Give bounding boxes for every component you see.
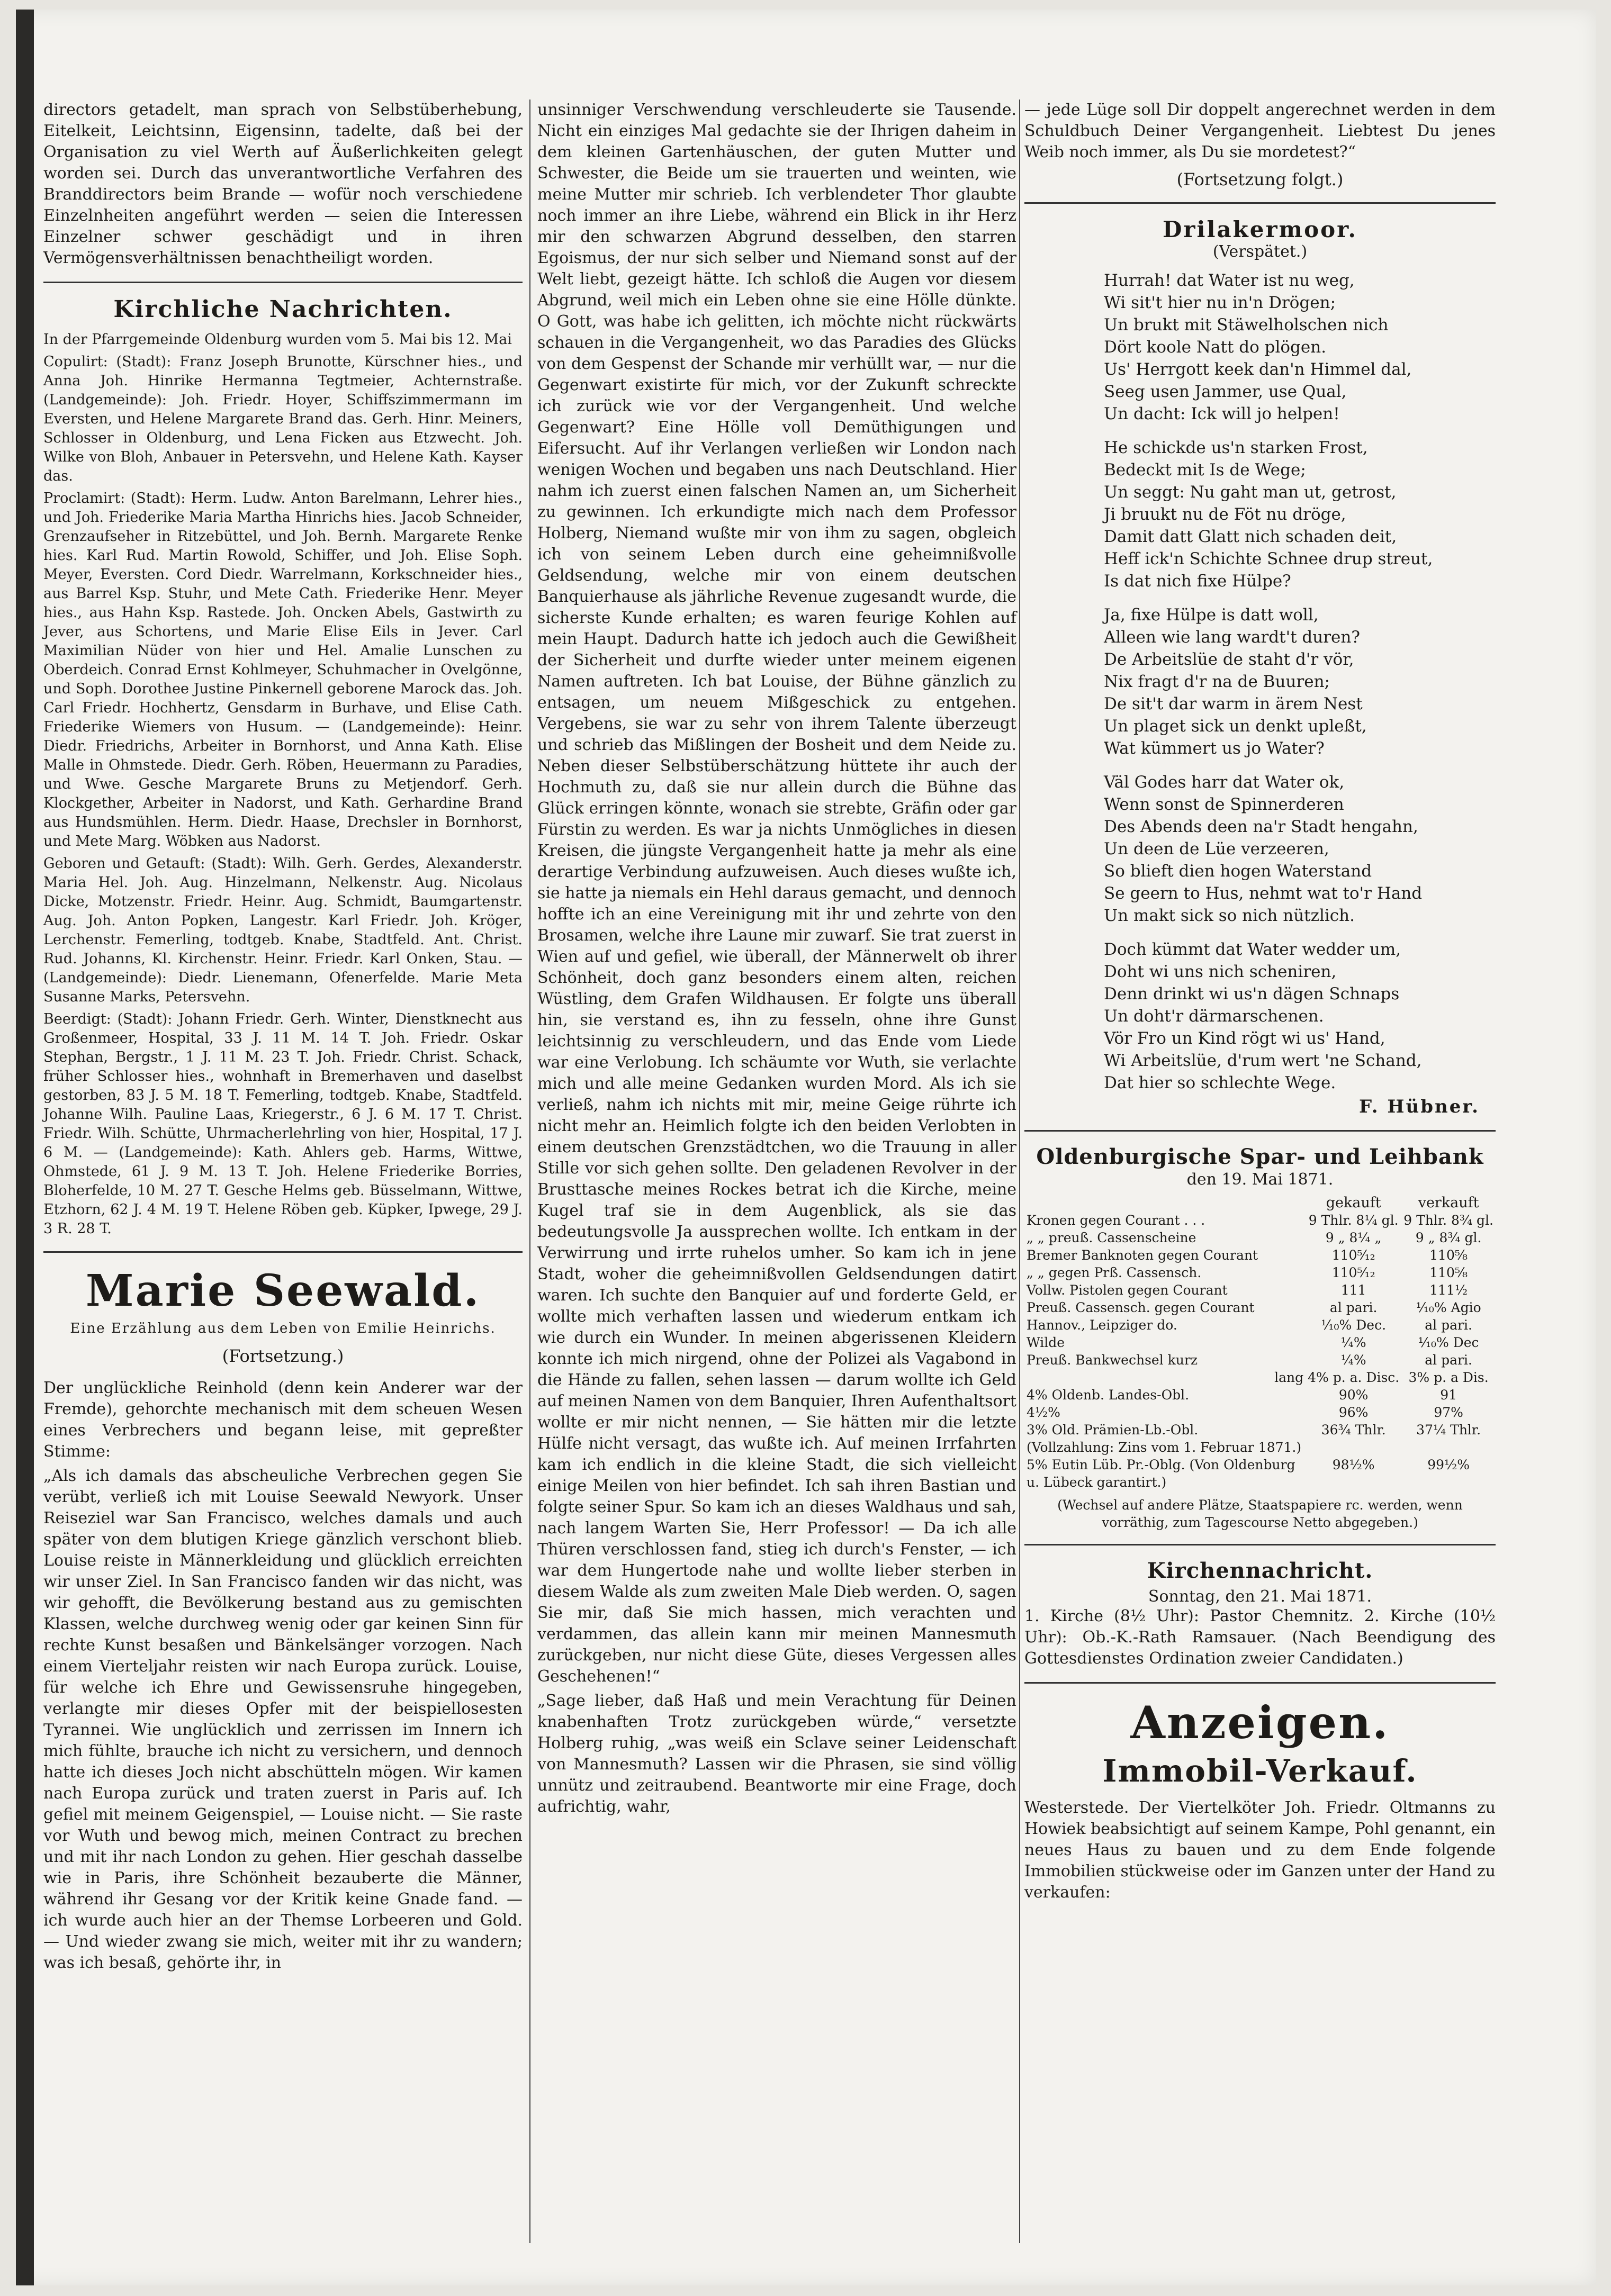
table-row <box>1024 1246 1496 1264</box>
cell: 110⁵⁄₈ <box>1429 1265 1468 1280</box>
cell: 90% <box>1338 1387 1369 1403</box>
cell: Hannov., Leipziger do. <box>1027 1317 1177 1333</box>
table-row <box>1024 1229 1496 1246</box>
column-2 <box>537 100 1016 1821</box>
story-paragraph: unsinniger Verschwendung verschleuderte sie Tausende. Nicht ein einziges Mal gedachte sie der Ihrigen daheim in dem kleinen Gartenhäuschen, der guten Mutter und Schwester, die Beide um sie trauerten und weinten, wie meine Mutter mir schrieb. Ich verblendeter Thor glaubte noch immer an ihre Liebe, während ein Blick in ihr Herz mir den schwarzen Abgrund desselben, den starren Egoismus, der nur sich selber und Niemand sonst auf der Welt liebt, gezeigt hätte. Ich schloß die Augen vor diesem Abgrund, weil mich ein Leben ohne sie eine Hölle dünkte. O Gott, was habe ich gelitten, ich möchte nicht rückwärts schauen in die Vergangenheit, wo das Paradies des Glücks von dem Gespenst der Schande mir verhüllt war, — nur die Gegenwart existirte für mich, vor der Zukunft schreckte ich zurück wie vor der Vergangenheit. Und welche Gegenwart? Eine Hölle voll Demüthigungen und Eifersucht. Auf ihr Verlangen verließen wir London nach wenigen Wochen und begaben uns nach Deutschland. Hier nahm ich zuerst einen falschen Namen an, um Sicherheit zu gewinnen. Ich erkundigte mich nach dem Professor Holberg, Niemand wußte mir von ihm zu sagen, obgleich ich von seinem Leben durch eine geheimnißvolle Geldsendung, welche mir von einem deutschen Banquierhause als jährliche Revenue zugesandt wurde, die sicherste Kunde erhalten; es waren feurige Kohlen auf mein Haupt. Dadurch hatte ich jedoch auch die Gewißheit der Sicherheit und durfte wieder unter meinem eigenen Namen auftreten. Ich bat Louise, der Bühne gänzlich zu entsagen, um neuem Mißgeschick zu entgehen. Vergebens, sie war zu sehr von ihrem Talente überzeugt und schrieb das Mißlingen der Bosheit und dem Neide zu. Neben dieser Selbstüberschätzung hüttete ihr auch der Hochmuth zu, daß sie nur allein durch die Bühne das Glück erringen könnte, wonach sie strebte, Gräfin oder gar Fürstin zu werden. Es war ja nichts Unmögliches in diesen Kreisen, die jüngste Vergangenheit hatte ja mehr als eine derartige Verbindung aufzuweisen. Auch dieses wußte ich, sie hatte ja niemals ein Hehl daraus gemacht, und dennoch hoffte ich an eine Vereinigung mit ihr und zehrte von den Brosamen, welche ihre Laune mir zuwarf. Sie trat zuerst in Wien auf und gefiel, wie überall, der Männerwelt ob ihrer Schönheit, doch ganz besonders einem alten, reichen Wüstling, dem Grafen Wildhausen. Er folgte uns überall hin, sie verstand es, ihn zu fesseln, ohne ihre Gunst leichtsinnig zu verschleudern, und das Ende vom Liede war eine Verlobung. Ich schäumte vor Wuth, sie verlachte mich und alle meine Gedanken wurden Mord. Als ich sie verließ, nahm ich nichts mit mir, meine Geige rührte ich nicht mehr an. Heimlich folgte ich den beiden Verlobten in einem deutschen Grenzstädtchen, wo die Trauung in aller Stille vor sich gehen sollte. Den geladenen Revolver in der Brusttasche meines Rockes betrat ich die Kirche, meine Kugel traf sie in dem Augenblick, als sie das bedeutungsvolle Ja aussprechen wollte. Ich entkam in der Verwirrung und irrte ruhelos umher. So kam ich in jene Stadt, woher die geheimnißvollen Geldsendungen datirt waren. Ich suchte den Banquier auf und forderte Geld, er wollte mich verhaften lassen und wiederum entkam ich wie durch ein Wunder. In meinen abgerissenen Kleidern konnte ich mich nirgend, ohne der Polizei als Vagabond in die Hände zu fallen, sehen lassen — darum wollte ich Geld auf meinen Namen von dem Banquier, Ihren Aufenthaltsort wollte er mir nicht nennen, — Sie hätten mir die letzte Hülfe nicht versagt, das wußte ich. Auf meinen Irrfahrten kam ich endlich in die kleine Stadt, die sich vielleicht einige Meilen von hier befindet. Ich sah ihren Bastian und folgte seiner Spur. So kam ich an dieses Waldhaus und sah, nach langem Warten Sie, Herr Professor! — Da ich alle Thüren verschlossen fand, stieg ich durch's Fenster, — ich war dem Hungertode nahe und wollte lieber sterben in diesem Walde als zum zweiten Male Dieb werden. O, sagen Sie mir, daß Sie mich hassen, mich verachten und verdammen, das allein kann mir meinen Mannesmuth zurückgeben, nur nicht diese Güte, dieses Vergessen alles Geschehenen!“ <box>537 101 1016 1686</box>
cell: 98½% <box>1332 1457 1375 1472</box>
verse-line: Un deen de Lüe verzeeren, <box>1104 839 1329 858</box>
table-row <box>1024 1439 1496 1456</box>
bank-title: Oldenburgische Spar- und Leihbank <box>1036 1144 1484 1169</box>
cell: al pari. <box>1329 1300 1378 1315</box>
poem-stanza <box>1024 604 1496 760</box>
verse-line: Nix fragt d'r na de Buuren; <box>1104 672 1330 691</box>
kirch-paragraph: In der Pfarrgemeinde Oldenburg wurden vom 5. Mai bis 12. Mai <box>43 331 512 348</box>
verse-line: Dat hier so schlechte Wege. <box>1104 1073 1336 1092</box>
column-1 <box>43 100 523 1977</box>
kirch-paragraph: Geboren und Getauft: (Stadt): Wilh. Gerh. Gerdes, Alexanderstr. Maria Hel. Joh. Aug. Hinzelmann, Nelkenstr. Aug. Nicolaus Dicke, Motzenstr. Friedr. Heinr. Aug. Schmidt, Baumgartenstr. Aug. Joh. Anton Popken, Langestr. Karl Friedr. Joh. Kröger, Lerchenstr. Femerling, todtgeb. Knabe, Stadtfeld. Ant. Christ. Rud. Johanns, Kl. Kirchenstr. Heinr. Friedr. Karl Onken, Stau. — (Landgemeinde): Diedr. Lienemann, Ofenerfelde. Marie Meta Susanne Marks, Petersvehn. <box>43 855 523 1005</box>
marie-seewald-title: Marie Seewald. <box>85 1265 481 1316</box>
verse-line: Doch kümmt dat Water wedder um, <box>1104 940 1401 959</box>
cell: ⅒% Agio <box>1416 1300 1481 1315</box>
poem-stanza <box>1024 269 1496 425</box>
marie-subtitle: Eine Erzählung aus dem Leben von Emilie Heinrichs. <box>70 1321 496 1336</box>
verse-line: Is dat nich fixe Hülpe? <box>1104 572 1291 591</box>
verse-line: Seeg usen Jammer, use Qual, <box>1104 382 1347 401</box>
verse-line: Us' Herrgott keek dan'n Himmel dal, <box>1104 360 1412 379</box>
story-paragraph: „Sage lieber, daß Haß und mein Verachtung für Deinen knabenhaften Trotz zurückgeben würde,“ versetzte Holberg ruhig, „was weiß ein Sclave seiner Leidenschaft von Mannesmuth? Lassen wir die Phrasen, sie sind völlig unnütz und zeitraubend. Beantworte mir eine Frage, doch aufrichtig, wahr, <box>537 1692 1016 1816</box>
verse-line: Ji bruukt nu de Föt nu dröge, <box>1104 505 1346 524</box>
verse-line: He schickde us'n starken Frost, <box>1104 438 1368 457</box>
column-rule <box>1019 100 1020 2243</box>
cell: lang <box>1274 1370 1304 1385</box>
newspaper-page <box>16 10 1596 2285</box>
verse-line: De Arbeitslüe de staht d'r vör, <box>1104 650 1354 669</box>
verse-line: Un seggt: Nu gaht man ut, getrost, <box>1104 483 1397 502</box>
cell: 9 „ 8¾ gl. <box>1415 1230 1482 1245</box>
cell: 4% Oldenb. Landes-Obl. <box>1027 1387 1190 1403</box>
verse-line: Alleen wie lang wardt't duren? <box>1104 628 1360 647</box>
poem-stanza <box>1024 771 1496 927</box>
verse-line: Wi Arbeitslüe, d'rum wert 'ne Schand, <box>1104 1051 1422 1070</box>
intro-paragraph: directors getadelt, man sprach von Selbstüberhebung, Eitelkeit, Leichtsinn, Eigensinn, tadelte, daß bei der Organisation zu viel Werth auf Äußerlichkeiten gelegt worden sei. Durch das unverantwortliche Verfahren des Branddirectors beim Brande — wofür noch verschiedene Einzelnheiten angeführt werden — seien die Interessen Einzelner schwer geschädigt und in ihren Vermögensverhältnissen benachtheiligt worden. <box>43 101 523 267</box>
table-row <box>1024 1334 1496 1351</box>
cell: 96% <box>1338 1405 1369 1420</box>
column-3 <box>1024 100 1496 1906</box>
story-paragraph: Der unglückliche Reinhold (denn kein Anderer war der Fremde), gehorchte mechanisch mit dem scheuen Wesen eines Verbrechers und begann leise, mit gepreßter Stimme: <box>43 1379 523 1461</box>
cell: Kronen gegen Courant . . . <box>1027 1213 1205 1228</box>
kirch-paragraph: Copulirt: (Stadt): Franz Joseph Brunotte, Kürschner hies., und Anna Joh. Hinrike Hermanna Tegtmeier, Achternstraße. (Landgemeinde): Joh. Friedr. Hoyer, Schiffszimmermann im Eversten, und Helene Margarete Brand das. Gerh. Hinr. Meiners, Schlosser in Oldenburg, und Lena Ficken aus Etzwecht. Joh. Wilke von Bloh, Anbauer in Petersvehn, und Helene Kath. Kayser das. <box>43 354 523 484</box>
column-rule <box>529 100 530 2243</box>
verse-line: Des Abends deen na'r Stadt hengahn, <box>1104 817 1418 836</box>
bank-date: den 19. Mai 1871. <box>1186 1170 1334 1189</box>
verse-line: Väl Godes harr dat Water ok, <box>1104 773 1345 792</box>
story-paragraph: „Als ich damals das abscheuliche Verbrechen gegen Sie verübt, verließ ich mit Louise Seewald Newyork. Unser Reiseziel war San Francisco, welches damals und auch später von dem blutigen Kriege gänzlich verschont blieb. Louise reiste in Männerkleidung und glücklich erreichten wir unser Ziel. In San Francisco fanden wir das nicht, was wir gehofft, die Bevölkerung bestand aus zu gemischten Klassen, welche durchweg wenig oder gar keinen Sinn für rechte Kunst besaßen und Bänkelsänger vorzogen. Nach einem Vierteljahr reisten wir nach Europa zurück. Louise, für welche ich Ehre und Gewissensruhe hingegeben, verlangte mir dieses Opfer mit der beispiellosesten Tyrannei. Wie unglücklich und zerrissen im Innern ich mich fühlte, brauche ich nicht zu versichern, und dennoch hatte ich dieses Joch nicht abschütteln mögen. Wir kamen nach Europa zurück und traten zuerst in Paris auf. Ich gefiel mit meinem Geigenspiel, — Louise nicht. — Sie raste vor Wuth und bewog mich, meinen Contract zu brechen und mit ihr nach London zu gehen. Hier geschah dasselbe wie in Paris, ihre Schönheit bezauberte die Männer, während ihr Gesang vor der Kritik keine Gnade fand. — ich wurde auch hier an der Themse Lorbeeren und Gold. — Und wieder zwang sie mich, weiter mit ihr zu wandern; was ich besaß, gehörte ihr, in <box>43 1467 523 1972</box>
fortsetzung-folgt-label: (Fortsetzung folgt.) <box>1176 169 1344 189</box>
cell: ⅒% Dec. <box>1321 1317 1387 1333</box>
cell: „ „ gegen Prß. Cassensch. <box>1027 1265 1202 1280</box>
verse-line: Wat kümmert us jo Water? <box>1104 739 1325 758</box>
table-row <box>1024 1212 1496 1229</box>
table-row <box>1024 1404 1496 1421</box>
table-row <box>1024 1456 1496 1491</box>
cell: ¼% <box>1340 1335 1366 1350</box>
verse-line: Un dacht: Ick will jo helpen! <box>1104 404 1340 423</box>
cell: (Vollzahlung: Zins vom 1. Februar 1871.) <box>1027 1440 1302 1455</box>
verse-line: Ja, fixe Hülpe is datt woll, <box>1104 605 1319 625</box>
divider <box>1024 1682 1496 1684</box>
verse-line: Vör Fro un Kind rögt wi us' Hand, <box>1104 1029 1385 1048</box>
cell: 36¾ Thlr. <box>1321 1422 1386 1438</box>
cell: 3% p. a Dis. <box>1408 1370 1489 1385</box>
cell: 5% Eutin Lüb. Pr.-Oblg. (Von Oldenburg u. Lübeck garantirt.) <box>1027 1457 1295 1490</box>
verse-line: Wi sit't hier nu in'n Drögen; <box>1104 293 1336 312</box>
cell: 4½% <box>1027 1405 1060 1420</box>
poem-stanza <box>1024 938 1496 1094</box>
verse-line: Denn drinkt wi us'n dägen Schnaps <box>1104 984 1400 1004</box>
verse-line: Doht wi uns nich scheniren, <box>1104 962 1337 981</box>
table-row <box>1024 1351 1496 1369</box>
cell: al pari. <box>1425 1352 1472 1368</box>
immobil-verkauf-title: Immobil-Verkauf. <box>1102 1753 1418 1789</box>
kirch-paragraph: Proclamirt: (Stadt): Herm. Ludw. Anton Barelmann, Lehrer hies., und Joh. Friederike Maria Martha Hinrichs hies. Jacob Schneider, Grenzaufseher in Ritzebüttel, und Joh. Bernh. Margarete Renke hies. Karl Rud. Martin Rowold, Schiffer, und Joh. Elise Soph. Meyer, Eversten. Cord Diedr. Warrelmann, Korkschneider hies., aus Barrel Ksp. Stuhr, und Mete Cath. Friederike Henr. Meyer hies., aus Hahn Ksp. Rastede. Joh. Oncken Abels, Gastwirth zu Jever, aus Schortens, und Marie Elise Eils in Jever. Carl Maximilian Nüder von hier und Hel. Amalie Lunschen zu Oberdeich. Conrad Ernst Kohlmeyer, Schuhmacher in Ovelgönne, und Soph. Dorothee Justine Pinkernell geborene Marock das. Joh. Carl Friedr. Hochhertz, Gensdarm in Burhave, und Elise Cath. Friederike Wiemers von Husum. — (Landgemeinde): Heinr. Diedr. Friedrichs, Arbeiter in Bornhorst, und Anna Kath. Elise Malle in Ohmstede. Diedr. Gerh. Röben, Heuermann zu Paradies, und Wwe. Gesche Margarete Bruns zu Metjendorf. Gerh. Klockgether, Arbeiter in Nadorst, und Kath. Gerhardine Brand aus Hundsmühlen. Herm. Diedr. Haase, Drechsler in Bornhorst, und Mete Marg. Wöbken aus Nadorst. <box>43 490 523 849</box>
table-row <box>1024 1281 1496 1299</box>
divider <box>43 282 523 283</box>
cell: al pari. <box>1425 1317 1472 1333</box>
divider <box>1024 1544 1496 1545</box>
kirch-paragraph: Beerdigt: (Stadt): Johann Friedr. Gerh. Winter, Dienstknecht aus Großenmeer, Hospital, 33 J. 11 M. 14 T. Joh. Friedr. Oskar Stephan, Bergstr., 1 J. 11 M. 23 T. Joh. Friedr. Christ. Schack, früher Schlosser hies., wohnhaft in Bremerhaven und daselbst gestorben, 83 J. 5 M. 18 T. Femerling, todtgeb. Knabe, Stadtfeld. Johanne Wilh. Pauline Laas, Kriegerstr., 6 J. 6 M. 17 T. Christ. Friedr. Wilh. Schütte, Uhrmacherlehrling von hier, Hospital, 17 J. 6 M. — (Landgemeinde): Kath. Ahlers geb. Harms, Wittwe, Ohmstede, 61 J. 9 M. 13 T. Joh. Helene Friederike Borries, Bloherfelde, 10 M. 27 T. Gesche Helms geb. Büsselmann, Wittwe, Etzhorn, 62 J. 4 M. 19 T. Helene Röben geb. Küpker, Ipwege, 29 J. 3 R. 28 T. <box>43 1011 523 1237</box>
cell: „ „ preuß. Cassenscheine <box>1027 1230 1196 1245</box>
cell: 99½% <box>1427 1457 1470 1472</box>
cell: 111 <box>1340 1282 1366 1298</box>
verse-line: Heff ick'n Schichte Schnee drup streut, <box>1104 549 1433 568</box>
cell: 4% p. a. Disc. <box>1308 1370 1400 1385</box>
verse-line: Damit datt Glatt nich schaden deit, <box>1104 527 1397 546</box>
verse-line: Dört koole Natt do plögen. <box>1104 338 1327 357</box>
cell: 37¼ Thlr. <box>1416 1422 1481 1438</box>
verse-line: Bedeckt mit Is de Wege; <box>1104 460 1306 480</box>
poem-subtitle: (Verspätet.) <box>1212 242 1308 261</box>
table-header-row <box>1024 1194 1496 1212</box>
cell: 97% <box>1434 1405 1463 1420</box>
kirchliche-nachrichten-title: Kirchliche Nachrichten. <box>113 296 453 323</box>
fortsetzung-label: (Fortsetzung.) <box>222 1346 344 1366</box>
verse-line: De sit't dar warm in ärem Nest <box>1104 694 1363 713</box>
cell: Vollw. Pistolen gegen Courant <box>1027 1282 1228 1298</box>
poem-body <box>1024 269 1496 1094</box>
divider <box>43 1251 523 1253</box>
kirchennachricht-title: Kirchennachricht. <box>1147 1558 1373 1583</box>
poem-stanza <box>1024 437 1496 592</box>
poem-author: F. Hübner. <box>1359 1096 1480 1117</box>
cell: 110⁵⁄₁₂ <box>1331 1265 1375 1280</box>
table-row <box>1024 1369 1496 1386</box>
cell: ⅒% Dec <box>1418 1335 1479 1350</box>
cell: 9 Thlr. 8¾ gl. <box>1403 1213 1493 1228</box>
verse-line: Un doht'r därmarschenen. <box>1104 1007 1324 1026</box>
verse-line: Un plaget sick un denkt upleßt, <box>1104 717 1367 736</box>
immobil-verkauf-text: Westerstede. Der Viertelköter Joh. Friedr. Oltmanns zu Howiek beabsichtigt auf seinem Kampe, Pohl genannt, ein neues Haus zu bauen und zu dem Ende folgende Immobilien stückweise oder im Ganzen unter der Hand zu verkaufen: <box>1024 1798 1496 1902</box>
bank-note: (Wechsel auf andere Plätze, Staatspapiere rc. werden, wenn vorräthig, zum Tagescourse Netto abgegeben.) <box>1057 1497 1463 1530</box>
cell: Bremer Banknoten gegen Courant <box>1027 1248 1258 1263</box>
divider <box>1024 1130 1496 1132</box>
verse-line: Hurrah! dat Water ist nu weg, <box>1104 271 1355 290</box>
verse-line: Un makt sick so nich nützlich. <box>1104 906 1355 925</box>
column-header: gekauft <box>1326 1195 1381 1211</box>
table-row <box>1024 1299 1496 1316</box>
cell: 3% Old. Prämien-Lb.-Obl. <box>1027 1422 1199 1438</box>
story-ending: — jede Lüge soll Dir doppelt angerechnet werden in dem Schuldbuch Deiner Vergangenheit. Liebtest Du jenes Weib noch immer, als Du sie mordetest?“ <box>1024 101 1496 161</box>
cell: Preuß. Cassensch. gegen Courant <box>1027 1300 1255 1315</box>
table-row <box>1024 1386 1496 1404</box>
cell: 9 Thlr. 8¼ gl. <box>1308 1213 1399 1228</box>
scan-edge <box>16 10 34 2285</box>
verse-line: Se geern to Hus, nehmt wat to'r Hand <box>1104 884 1423 903</box>
cell: 110⁵⁄₁₂ <box>1331 1248 1375 1263</box>
cell: Preuß. Bankwechsel kurz <box>1027 1352 1198 1368</box>
verse-line: So blieft dien hogen Waterstand <box>1104 862 1372 881</box>
table-row <box>1024 1316 1496 1334</box>
cell: 111½ <box>1429 1282 1468 1298</box>
column-header: verkauft <box>1418 1195 1479 1211</box>
cell: ¼% <box>1340 1352 1366 1368</box>
cell: 91 <box>1440 1387 1457 1403</box>
poem-title: Drilakermoor. <box>1163 216 1357 242</box>
verse-line: Un brukt mit Stäwelholschen nich <box>1104 315 1389 335</box>
cell: 9 „ 8¼ „ <box>1325 1230 1382 1245</box>
kirchliche-nachrichten-body <box>43 330 523 1239</box>
cell: 110⁵⁄₈ <box>1429 1248 1468 1263</box>
divider <box>1024 202 1496 204</box>
table-row <box>1024 1264 1496 1281</box>
kirchennachricht-date: Sonntag, den 21. Mai 1871. <box>1148 1587 1372 1606</box>
kirchennachricht-text: 1. Kirche (8½ Uhr): Pastor Chemnitz. 2. Kirche (10½ Uhr): Ob.-K.-Rath Ramsauer. (Nach Beendigung des Gottesdienstes Ordination zweier Candidaten.) <box>1024 1607 1496 1668</box>
anzeigen-title: Anzeigen. <box>1130 1696 1390 1749</box>
table-row <box>1024 1421 1496 1439</box>
exchange-rate-table <box>1024 1194 1496 1491</box>
cell: Wilde <box>1027 1335 1065 1350</box>
verse-line: Wenn sonst de Spinnerderen <box>1104 795 1344 814</box>
